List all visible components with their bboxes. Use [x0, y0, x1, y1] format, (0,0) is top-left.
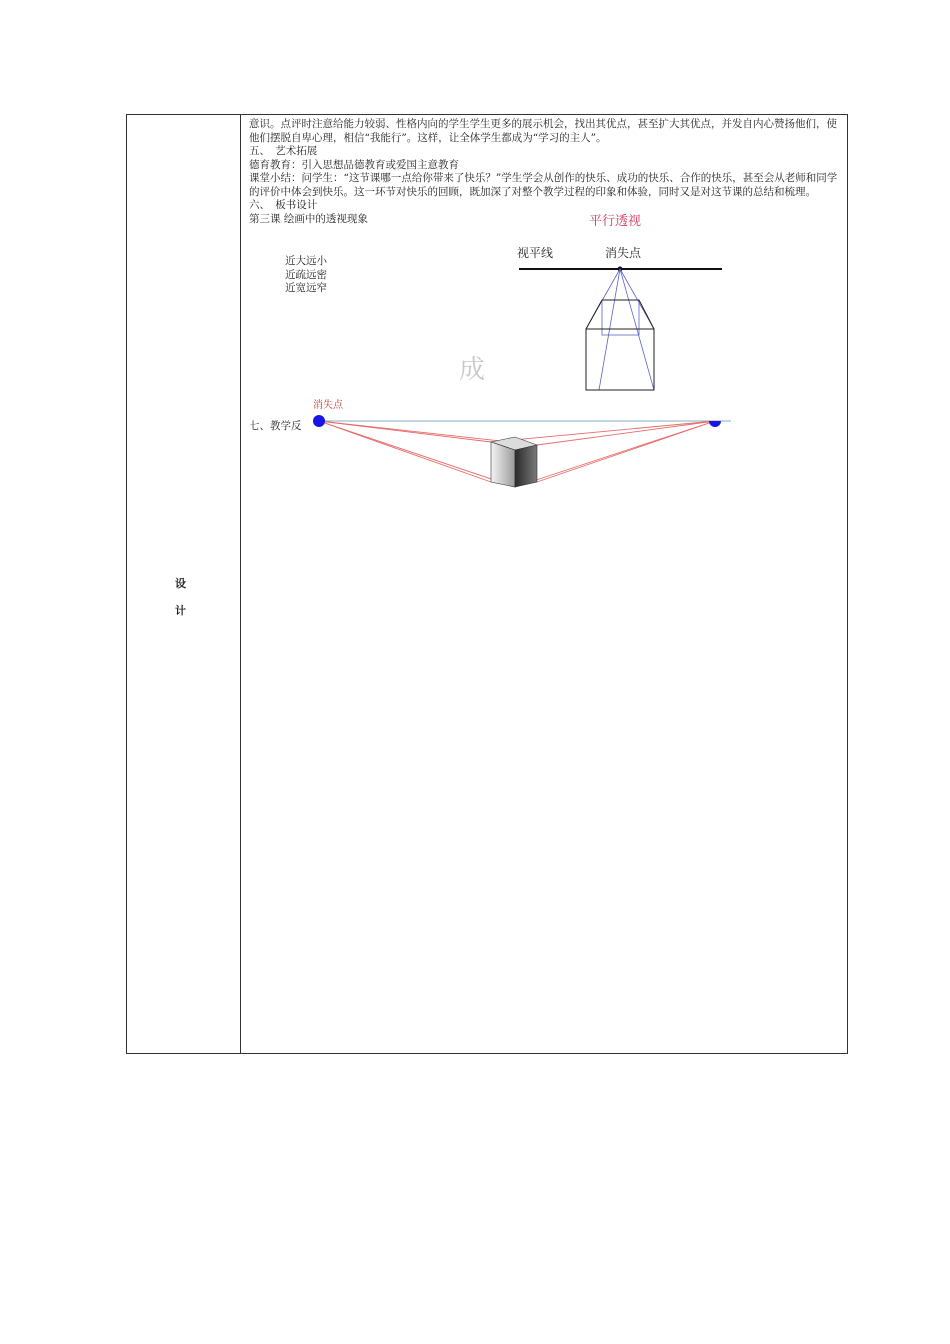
board-list: [285, 255, 327, 296]
right-vanishing-point: [709, 421, 721, 427]
cube-right-face: [515, 445, 537, 487]
cube-left-face: [491, 442, 515, 487]
lesson-table: [126, 114, 848, 1054]
board-title: 第三课 绘画中的透视现象: [249, 212, 368, 225]
list-item: 近宽远窄: [285, 282, 327, 294]
column-divider: [240, 115, 241, 1053]
left-vanishing-point: [313, 415, 325, 427]
heading-board-design: 六、 板书设计: [249, 199, 318, 211]
side-label-she: 设: [175, 577, 186, 590]
heading-teaching-reflection: 七、教学反: [249, 420, 302, 432]
box-front-face: [586, 329, 654, 390]
list-item: 近疏远密: [285, 268, 327, 281]
paragraph-summary: 课堂小结：问学生：“这节课哪一点给你带来了快乐？”学生学会从创作的快乐、成功的快乐、合作的快乐，甚至会从老师和同学的评价中体会到快乐。这一环节对快乐的回顾，既加深了对整个教学过程的印象和体验，同时又是对这节课的总结和梳理。: [249, 172, 838, 198]
parallel-perspective-diagram: [507, 207, 747, 393]
two-point-perspective-diagram: [305, 395, 735, 495]
diagram-title: 平行透视: [589, 214, 642, 229]
watermark-text: 成: [459, 355, 486, 385]
heading-art-extension: 五、 艺术拓展: [249, 145, 318, 157]
list-item: 近大远小: [285, 255, 327, 267]
left-vanishing-point-label: 消失点: [313, 400, 343, 411]
side-label-ji: 计: [175, 604, 186, 617]
horizon-label: 视平线: [517, 246, 554, 260]
paragraph-evaluation: 意识。点评时注意给能力较弱、性格内向的学生学生更多的展示机会，找出其优点，甚至扩大其优点，并发自内心赞扬他们，使他们摆脱自卑心理，相信“我能行”。这样，让全体学生都成为“学习的主人”。: [249, 118, 837, 144]
paragraph-moral-education: 德育教育：引入思想品德教育或爱国主意教育: [249, 158, 459, 171]
vanishing-point-label: 消失点: [605, 246, 642, 260]
